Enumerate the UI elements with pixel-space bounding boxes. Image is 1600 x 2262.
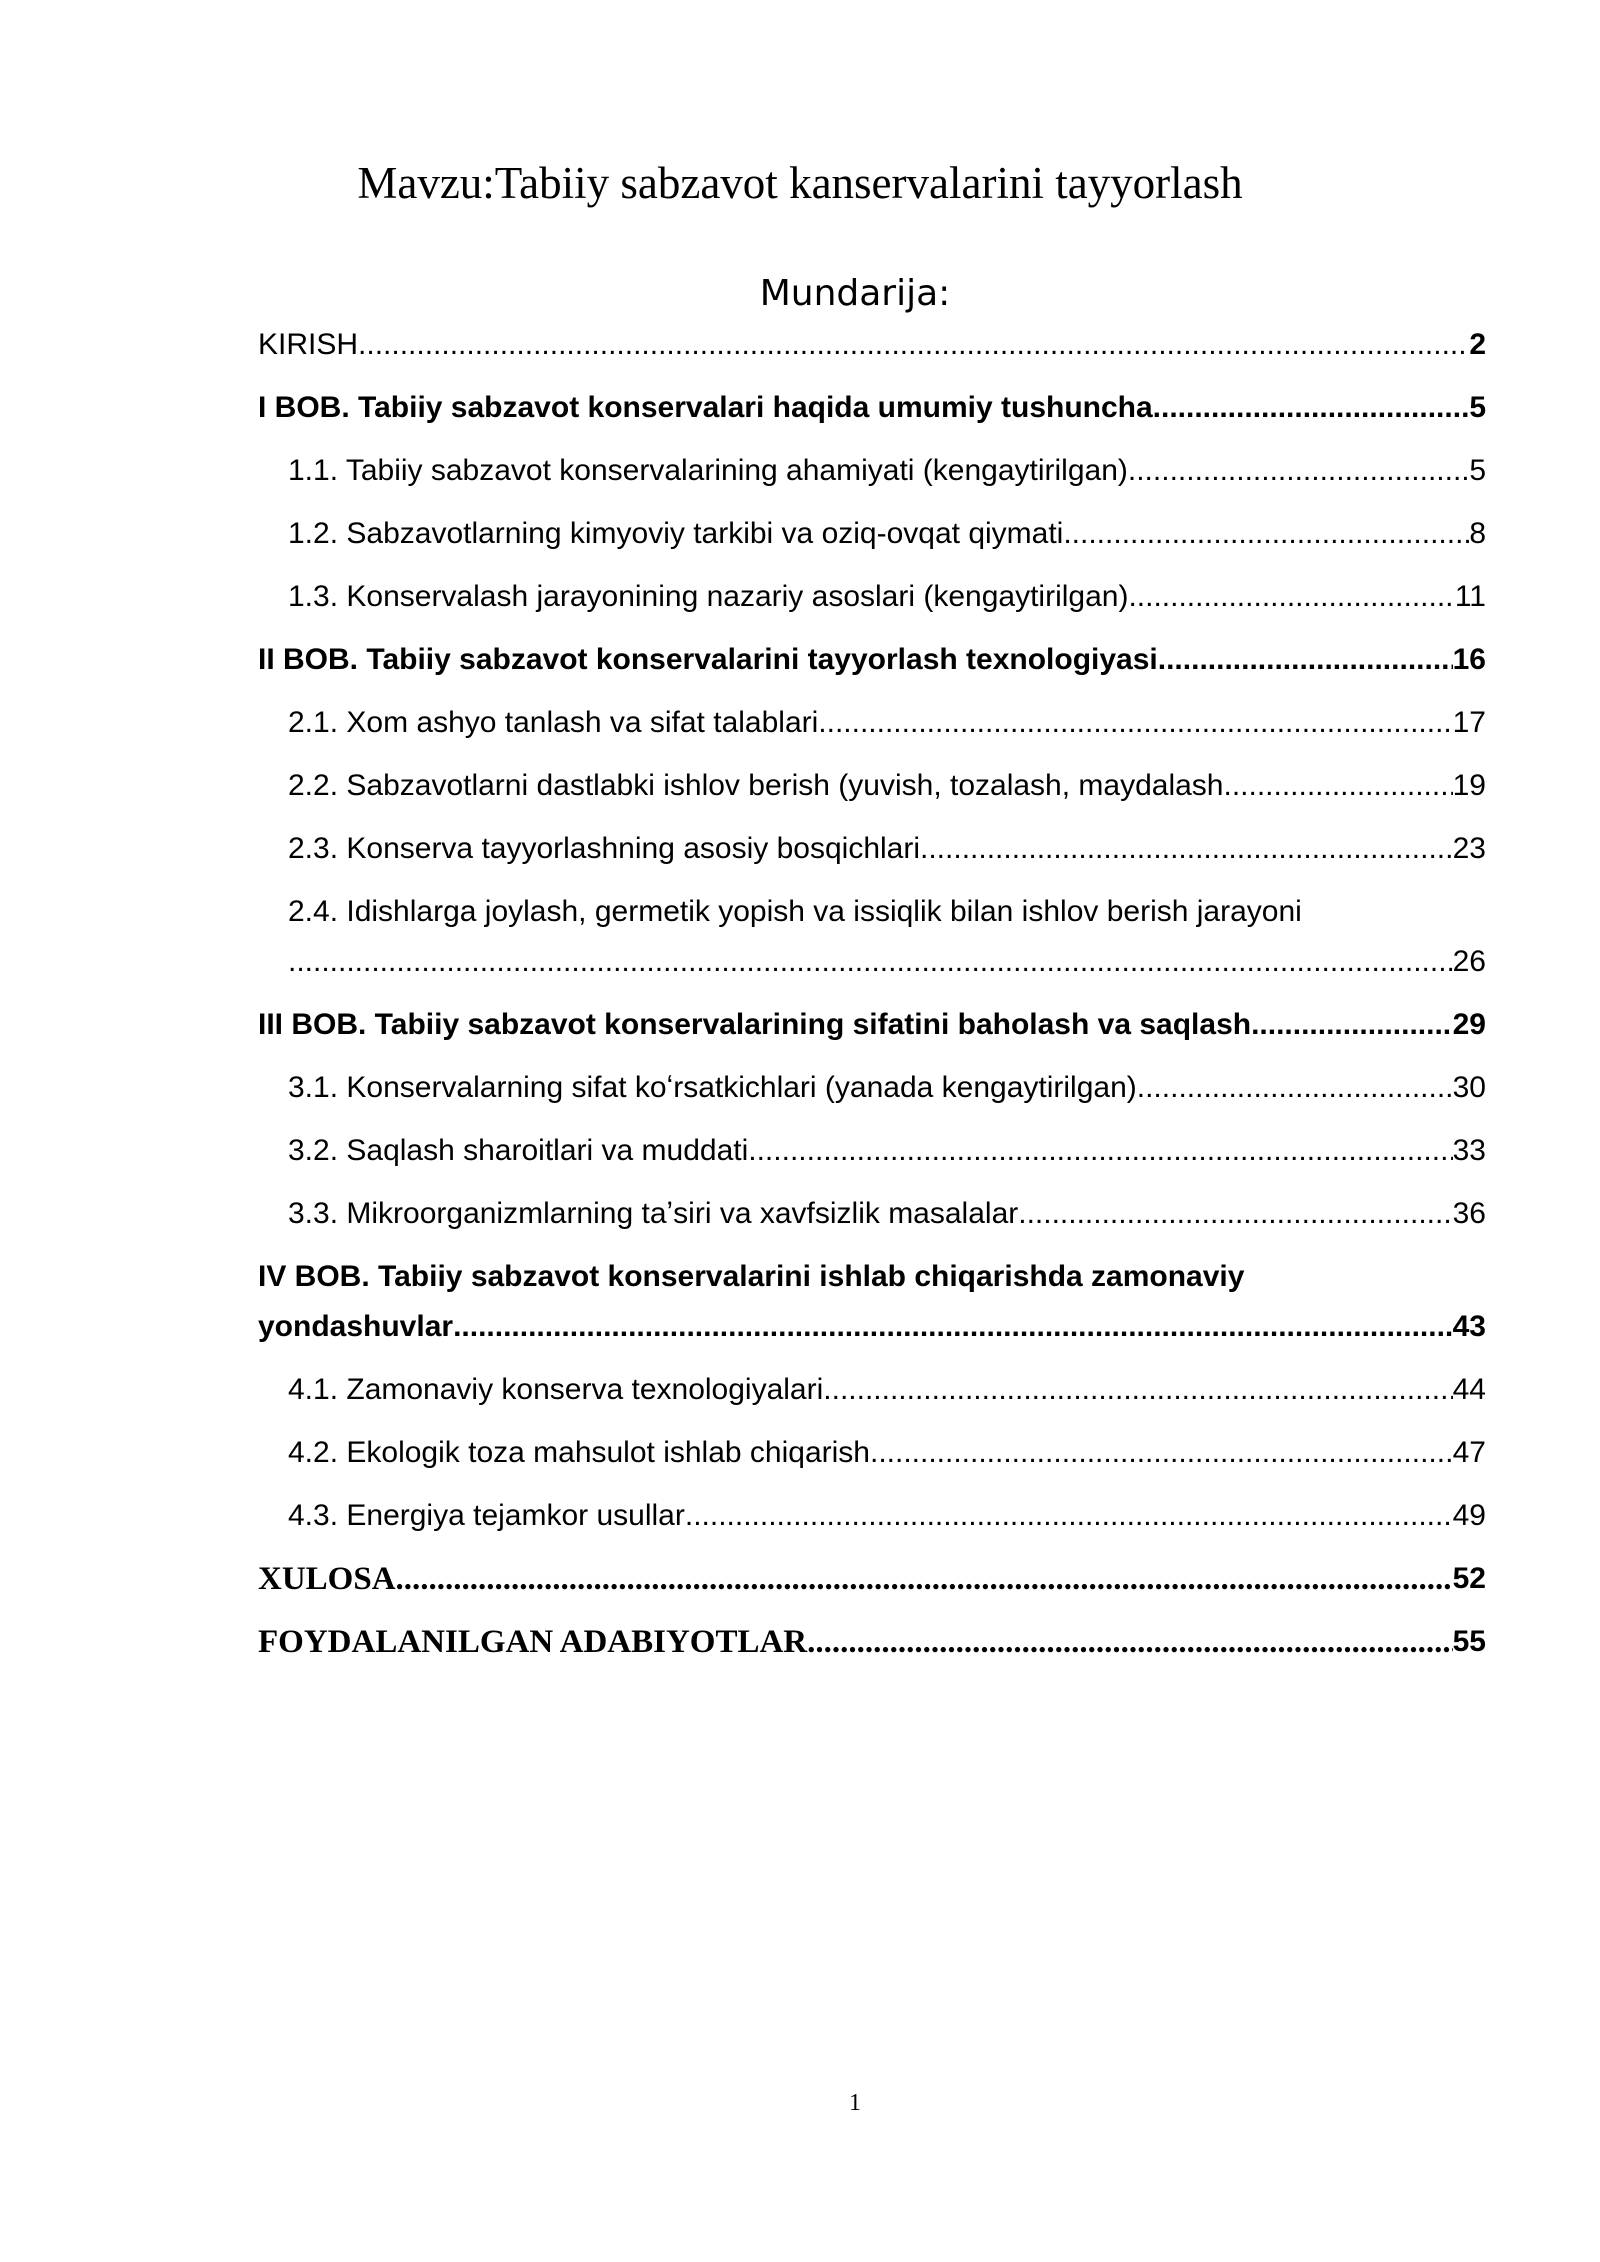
toc-entry-section-4-1[interactable] [288,1365,1486,1415]
leader-dots [358,320,1469,370]
toc-entry-section-4-2[interactable] [288,1428,1486,1478]
toc-entry-page: 44 [1452,1373,1486,1406]
leader-dots [1158,635,1453,685]
toc-entry-page: 2 [1469,328,1486,361]
toc-entry-label: 1.2. Sabzavotlarning kimyoviy tarkibi va oziq-ovqat qiymati [288,517,1064,550]
toc-entry-label: 3.3. Mikroorganizmlarning taʼsiri va xavfsizlik masalalar [288,1197,1019,1230]
leader-dots [823,1365,1452,1415]
toc-entry-section-1-2[interactable] [288,509,1486,559]
toc-entry-chapter-4-line-1[interactable]: IV BOB. Tabiiy sabzavot konservalarini ishlab chiqarishda zamonaviy [258,1260,1245,1293]
toc-entry-section-1-3[interactable] [288,572,1486,622]
leader-dots [1251,1000,1453,1050]
toc-entry-label: XULOSA [258,1561,396,1597]
toc-entry-section-2-2[interactable] [288,761,1486,811]
toc-entry-page: 19 [1452,769,1486,802]
toc-entry-section-3-2[interactable] [288,1126,1486,1176]
toc-entry-label: 4.3. Energiya tejamkor usullar [288,1499,685,1532]
page-number: 1 [849,2090,861,2116]
leader-dots [1018,1189,1452,1239]
toc-entry-section-4-3[interactable] [288,1491,1486,1541]
leader-dots [1063,509,1469,559]
toc-entry-label: 4.1. Zamonaviy konserva texnologiyalari [288,1373,824,1406]
toc-entry-section-2-4[interactable] [288,937,1486,987]
toc-entry-section-3-3[interactable] [288,1189,1486,1239]
toc-entry-section-2-4-label[interactable]: 2.4. Idishlarga joylash, germetik yopish va issiqlik bilan ishlov berish jarayoni [288,895,1302,928]
toc-entry-label: FOYDALANILGAN ADABIYOTLAR [258,1624,808,1660]
toc-entry-label: 1.1. Tabiiy sabzavot konservalarining ahamiyati (kengaytirilgan) [288,454,1128,487]
toc-entry-page: 8 [1469,517,1486,550]
toc-entry-kirish[interactable] [258,320,1486,370]
toc-entry-chapter-2[interactable] [258,635,1486,685]
leader-dots [288,937,1453,987]
document-title: Mavzu:Tabiiy sabzavot kanservalarini tayyorlash [357,158,1243,208]
leader-dots [453,1302,1453,1352]
toc-entry-page: 5 [1469,454,1486,487]
toc-entry-label: 3.1. Konservalarning sifat koʻrsatkichlari (yanada kengaytirilgan) [288,1071,1137,1104]
leader-dots [1137,1063,1453,1113]
toc-entry-label: KIRISH [258,328,359,361]
leader-dots [748,1126,1452,1176]
leader-dots [1128,572,1454,622]
toc-entry-chapter-1[interactable] [258,383,1486,433]
leader-dots [1128,446,1469,496]
leader-dots [870,1428,1453,1478]
toc-entry-label: yondashuvlar [258,1310,454,1343]
toc-entry-label: 1.3. Konservalash jarayonining nazariy asoslari (kengaytirilgan) [288,580,1129,613]
toc-entry-section-2-3[interactable] [288,824,1486,874]
toc-entry-section-3-1[interactable] [288,1063,1486,1113]
toc-entry-page: 36 [1452,1197,1486,1230]
toc-entry-page: 49 [1452,1499,1486,1532]
toc-entry-page: 5 [1469,391,1486,424]
toc-heading: Mundarija: [759,273,951,314]
toc-entry-page: 43 [1452,1310,1486,1343]
toc-entry-chapter-3[interactable] [258,1000,1486,1050]
toc-entry-label: 2.3. Konserva tayyorlashning asosiy bosqichlari [288,832,921,865]
toc-entry-label: III BOB. Tabiiy sabzavot konservalarining sifatini baholash va saqlash [258,1008,1252,1041]
toc-entry-page: 26 [1452,945,1486,978]
toc-entry-page: 29 [1452,1008,1486,1041]
toc-entry-page: 17 [1452,706,1486,739]
toc-entry-chapter-4[interactable] [258,1302,1486,1352]
leader-dots [818,698,1452,748]
leader-dots [396,1554,1453,1604]
toc-entry-label: 3.2. Saqlash sharoitlari va muddati [288,1134,749,1167]
toc-entry-page: 23 [1452,832,1486,865]
toc-entry-page: 33 [1452,1134,1486,1167]
leader-dots [807,1617,1452,1667]
toc-entry-label: 2.1. Xom ashyo tanlash va sifat talablari [288,706,819,739]
toc-entry-page: 30 [1452,1071,1486,1104]
leader-dots [1153,383,1470,433]
toc-entry-label: II BOB. Tabiiy sabzavot konservalarini tayyorlash texnologiyasi [258,643,1158,676]
toc-entry-page: 47 [1452,1436,1486,1469]
toc-entry-page: 52 [1452,1562,1486,1595]
toc-entry-label: 2.2. Sabzavotlarni dastlabki ishlov berish (yuvish, tozalash, maydalash [288,769,1224,802]
toc-entry-section-1-1[interactable] [288,446,1486,496]
toc-entry-label: 4.2. Ekologik toza mahsulot ishlab chiqarish [288,1436,870,1469]
toc-entry-page: 11 [1454,580,1486,613]
toc-entry-label: I BOB. Tabiiy sabzavot konservalari haqida umumiy tushuncha [258,391,1153,424]
toc-entry-page: 16 [1452,643,1486,676]
leader-dots [685,1491,1453,1541]
leader-dots [920,824,1453,874]
toc-entry-xulosa[interactable] [258,1554,1486,1604]
toc-entry-page: 55 [1452,1625,1486,1658]
toc-entry-adabiyotlar[interactable] [258,1617,1486,1667]
leader-dots [1223,761,1452,811]
toc-entry-section-2-1[interactable] [288,698,1486,748]
